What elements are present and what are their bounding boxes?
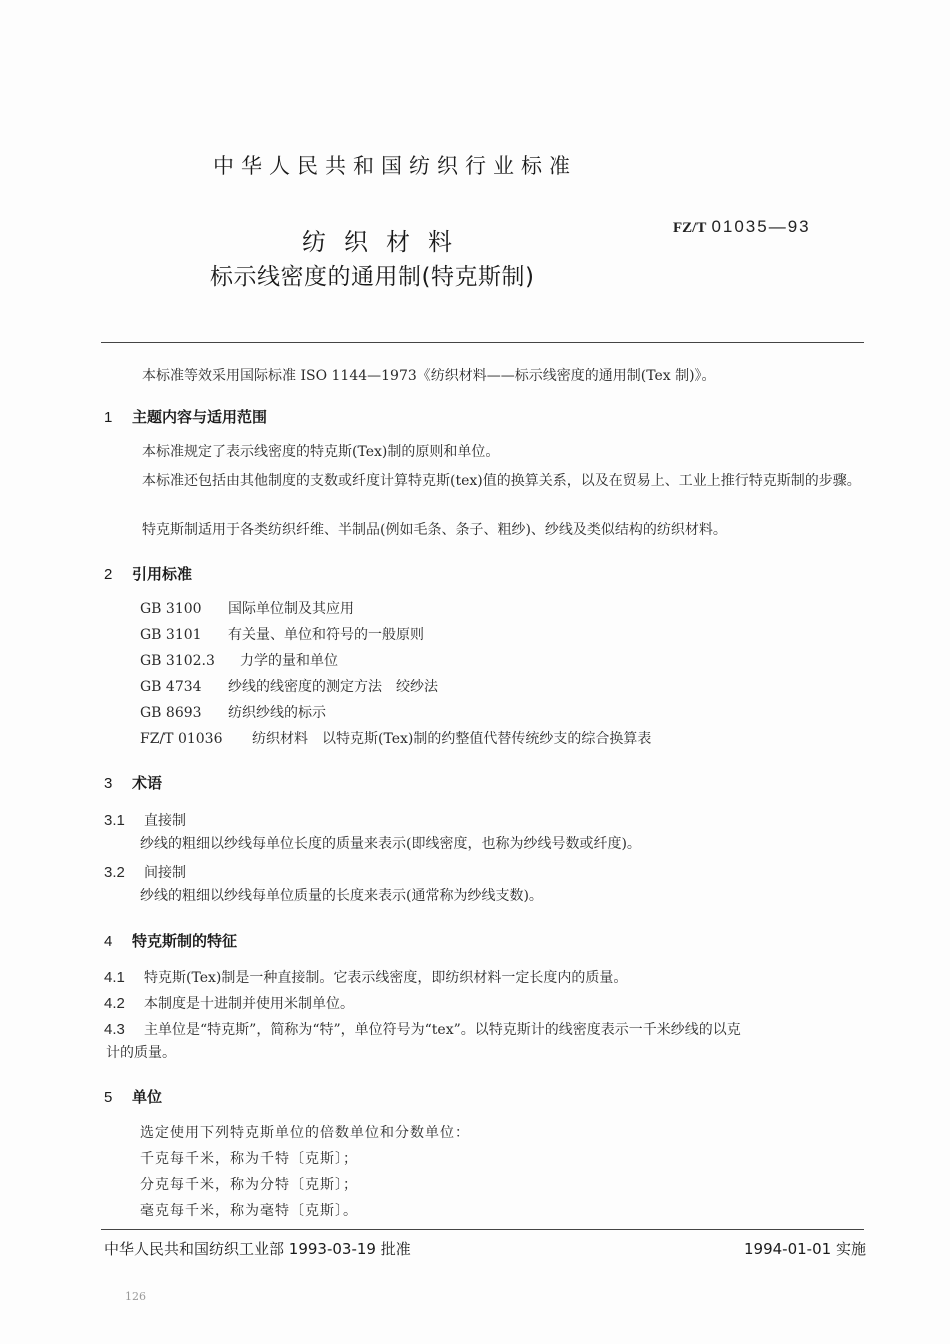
term-title: 直接制 (144, 813, 186, 829)
section-title: 术语 (132, 774, 163, 792)
reference-item (140, 679, 438, 696)
reference-item (140, 653, 338, 670)
term-title: 间接制 (144, 865, 186, 881)
clause-text: 主单位是“特克斯”，简称为“特”，单位符号为“tex”。以特克斯计的线密度表示一千米纱线的以克 (144, 1022, 741, 1038)
section-title: 单位 (132, 1088, 163, 1106)
reference-title: 纺织纱线的标示 (228, 705, 326, 721)
units-intro: 选定使用下列特克斯单位的倍数单位和分数单位： (140, 1125, 470, 1141)
section-number: 3 (104, 775, 113, 792)
term-3-2-definition: 纱线的粗细以纱线每单位质量的长度来表示(通常称为纱线支数)。 (140, 888, 543, 904)
standard-code-prefix: FZ/T (673, 220, 707, 236)
standard-code-number: 01035—93 (711, 217, 811, 236)
term-3-1-definition: 纱线的粗细以纱线每单位长度的质量来表示(即线密度，也称为纱线号数或纤度)。 (140, 836, 641, 852)
footer-divider (101, 1229, 864, 1230)
clause-4-3 (104, 1019, 741, 1039)
section-1-paragraph-3: 特克斯制适用于各类纺织纤维、半制品(例如毛条、条子、粗纱)、纱线及类似结构的纺织材料。 (142, 522, 727, 538)
unit-item: 毫克每千米，称为毫特〔克斯〕。 (140, 1203, 358, 1219)
document-title-line2: 标示线密度的通用制(特克斯制) (210, 264, 535, 290)
section-1-paragraph-2: 本标准还包括由其他制度的支数或纤度计算特克斯(tex)值的换算关系，以及在贸易上、工业上推行特克斯制的步骤。 (142, 473, 861, 489)
section-number: 1 (104, 409, 113, 426)
reference-title: 国际单位制及其应用 (228, 601, 354, 617)
section-1-heading (104, 406, 267, 427)
reference-item (140, 731, 651, 748)
standard-code (673, 217, 811, 237)
page-number: 126 (125, 1290, 146, 1303)
header-title: 中华人民共和国纺织行业标准 (213, 154, 577, 178)
section-number: 2 (104, 566, 113, 583)
section-1-paragraph-1: 本标准规定了表示线密度的特克斯(Tex)制的原则和单位。 (142, 444, 500, 460)
reference-title: 纱线的线密度的测定方法 绞纱法 (228, 679, 438, 695)
reference-code: GB 4734 (140, 679, 202, 695)
section-title: 特克斯制的特征 (132, 932, 238, 950)
document-title-line1: 纺织材料 (302, 228, 470, 256)
clause-4-2 (104, 993, 354, 1013)
header-divider (101, 342, 864, 343)
reference-code: GB 8693 (140, 705, 202, 721)
reference-item (140, 601, 354, 618)
section-title: 主题内容与适用范围 (132, 408, 268, 426)
clause-text: 特克斯(Tex)制是一种直接制。它表示线密度，即纺织材料一定长度内的质量。 (144, 970, 628, 986)
section-4-heading (104, 930, 237, 951)
reference-code: GB 3102.3 (140, 653, 215, 669)
unit-item: 千克每千米，称为千特〔克斯〕； (140, 1151, 358, 1167)
section-3-heading (104, 772, 162, 793)
reference-code: FZ/T 01036 (140, 731, 223, 747)
clause-number: 4.1 (104, 969, 125, 986)
reference-title: 有关量、单位和符号的一般原则 (228, 627, 424, 643)
reference-title: 力学的量和单位 (240, 653, 338, 669)
section-5-heading (104, 1086, 162, 1107)
term-3-2-heading (104, 862, 186, 882)
reference-code: GB 3101 (140, 627, 202, 643)
clause-number: 4.3 (104, 1021, 125, 1038)
term-number: 3.1 (104, 812, 125, 829)
section-number: 4 (104, 933, 113, 950)
clause-4-1 (104, 967, 627, 987)
implementation-date: 1994-01-01 实施 (744, 1240, 866, 1258)
preamble: 本标准等效采用国际标准 ISO 1144—1973《纺织材料——标示线密度的通用制(Tex 制)》。 (142, 368, 716, 384)
clause-number: 4.2 (104, 995, 125, 1012)
clause-4-3-continuation: 计的质量。 (106, 1045, 176, 1061)
section-title: 引用标准 (132, 565, 193, 583)
section-2-heading (104, 563, 192, 584)
term-number: 3.2 (104, 864, 125, 881)
reference-title: 纺织材料 以特克斯(Tex)制的约整值代替传统纱支的综合换算表 (252, 731, 652, 747)
unit-item: 分克每千米，称为分特〔克斯〕； (140, 1177, 358, 1193)
approval-statement: 中华人民共和国纺织工业部 1993-03-19 批准 (104, 1240, 411, 1258)
term-3-1-heading (104, 810, 186, 830)
section-number: 5 (104, 1089, 113, 1106)
reference-code: GB 3100 (140, 601, 202, 617)
reference-item (140, 705, 326, 722)
clause-text: 本制度是十进制并使用米制单位。 (144, 996, 354, 1012)
reference-item (140, 627, 424, 644)
